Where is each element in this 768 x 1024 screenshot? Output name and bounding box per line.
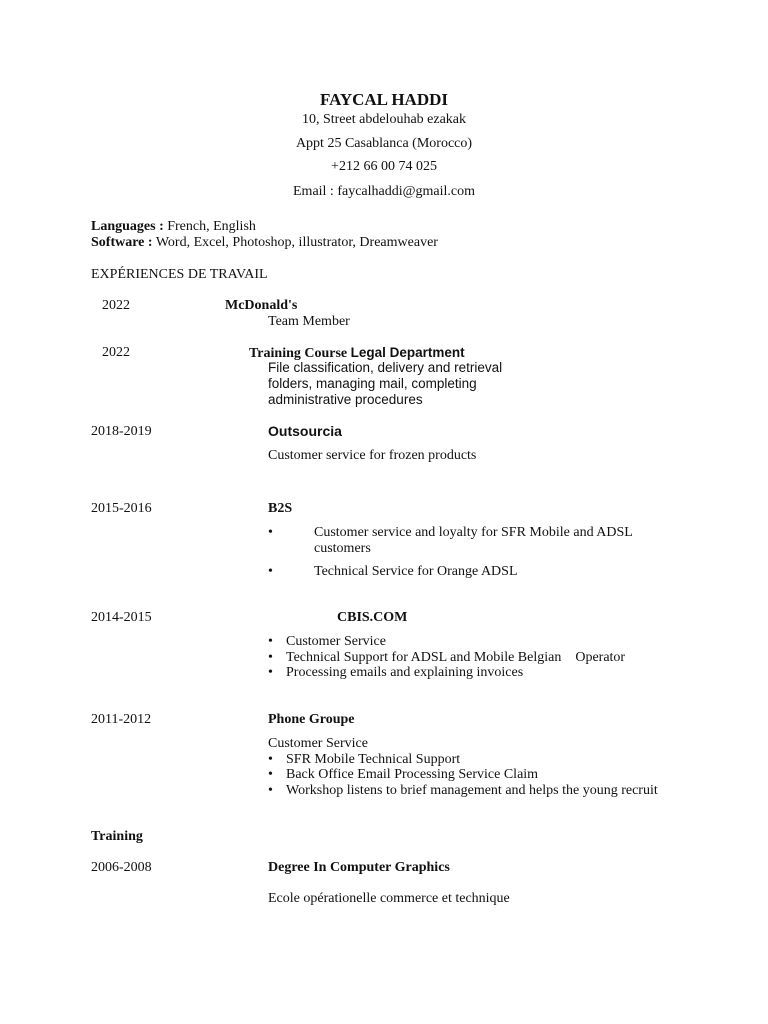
- address-line-2: Appt 25 Casablanca (Morocco): [295, 136, 473, 151]
- job-year: 2015-2016: [91, 501, 152, 516]
- job-company-part-a: Training Course: [249, 346, 348, 361]
- job-bullet: Technical Support for ADSL and Mobile Belgian Operator: [286, 650, 626, 665]
- languages-line: [91, 219, 256, 235]
- bullet-mark: •: [268, 783, 273, 798]
- training-degree: Degree In Computer Graphics: [268, 860, 450, 875]
- bullet-mark: •: [268, 752, 273, 767]
- bullet-mark: •: [268, 767, 273, 782]
- training-heading: Training: [91, 829, 143, 844]
- bullet-mark: •: [268, 564, 273, 579]
- training-school: Ecole opérationelle commerce et technique: [268, 891, 510, 906]
- job-bullet: Customer service and loyalty for SFR Mobile and ADSL: [314, 525, 633, 540]
- bullet-mark: •: [268, 525, 273, 540]
- languages-label: Languages :: [91, 219, 164, 234]
- job-desc-line: administrative procedures: [268, 392, 423, 407]
- job-intro: Customer Service: [268, 736, 368, 751]
- software-value: Word, Excel, Photoshop, illustrator, Dreamweaver: [155, 235, 438, 250]
- job-company-part-b: Legal Department: [350, 345, 465, 360]
- job-year: 2011-2012: [91, 712, 152, 727]
- training-year: 2006-2008: [91, 860, 152, 875]
- job-bullet: Customer Service: [286, 634, 386, 649]
- job-year: 2018-2019: [91, 424, 152, 439]
- job-year: 2022: [102, 298, 130, 313]
- job-bullet: Technical Service for Orange ADSL: [314, 564, 518, 579]
- job-year: 2022: [102, 345, 130, 360]
- job-company: Phone Groupe: [268, 712, 355, 727]
- job-bullet: Processing emails and explaining invoices: [286, 665, 524, 680]
- bullet-mark: •: [268, 665, 273, 680]
- phone-number: +212 66 00 74 025: [331, 159, 437, 174]
- job-desc-line: File classification, delivery and retrieval: [268, 360, 503, 375]
- bullet-mark: •: [268, 634, 273, 649]
- bullet-mark: •: [268, 650, 273, 665]
- email-address: Email : faycalhaddi@gmail.com: [293, 184, 475, 199]
- languages-value: French, English: [167, 219, 256, 234]
- job-company: Outsourcia: [268, 423, 342, 439]
- experience-heading: EXPÉRIENCES DE TRAVAIL: [91, 267, 268, 282]
- job-desc: Customer service for frozen products: [268, 448, 477, 463]
- job-bullet-continued: customers: [314, 541, 371, 556]
- software-label: Software :: [91, 235, 153, 250]
- job-year: 2014-2015: [91, 610, 152, 625]
- job-company: B2S: [268, 501, 293, 516]
- job-desc-line: folders, managing mail, completing: [268, 376, 477, 391]
- job-company: CBIS.COM: [337, 610, 408, 625]
- software-line: [91, 235, 438, 251]
- job-bullet: Back Office Email Processing Service Claim: [286, 767, 539, 782]
- candidate-name: FAYCAL HADDI: [320, 90, 448, 109]
- address-line-1: 10, Street abdelouhab ezakak: [301, 112, 467, 127]
- job-bullet: SFR Mobile Technical Support: [286, 752, 461, 767]
- job-role: Team Member: [268, 314, 350, 329]
- job-company: McDonald's: [225, 298, 298, 313]
- job-bullet: Workshop listens to brief management and helps the young recruit: [286, 783, 658, 798]
